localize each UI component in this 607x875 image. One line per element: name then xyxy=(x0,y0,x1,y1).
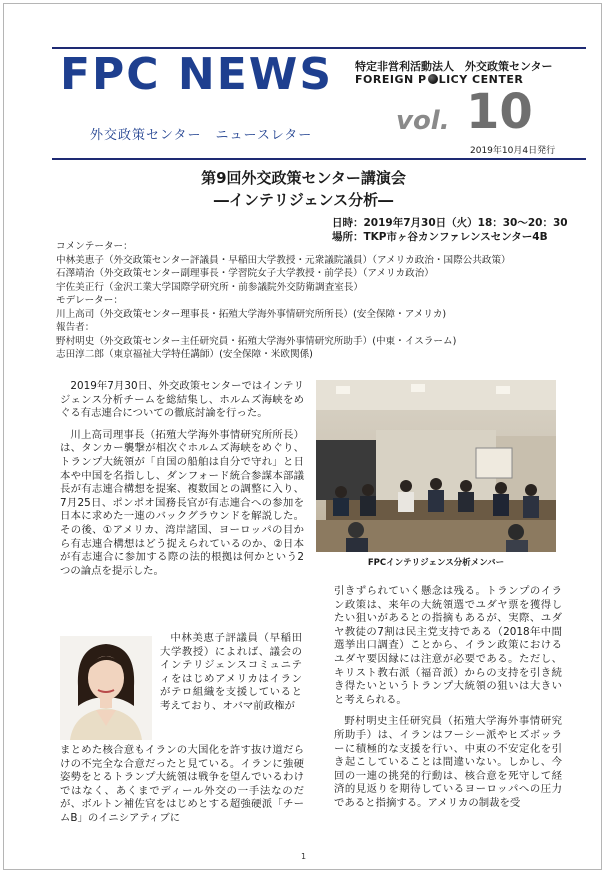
speaker-line: 宇佐美正行（金沢工業大学国際学研究所・前参議院外交防衛調査室長） xyxy=(56,281,363,293)
event-photo-image xyxy=(316,380,556,552)
speaker-line: 報告者： xyxy=(56,322,95,333)
article-wrap-continuation xyxy=(60,744,304,826)
volume-number: 10 xyxy=(466,84,533,140)
speaker-line: モデレーター： xyxy=(56,295,123,306)
article-paragraph: 中林美恵子評議員（早稲田大学教授）によれば、議会のインテリジェンスコミュニティをはじめアメリカはイランがテロ組織を支援していると考えており、オバマ前政権が xyxy=(160,632,302,712)
article-right-column xyxy=(334,585,562,819)
masthead-rule xyxy=(52,158,586,160)
speaker-list xyxy=(56,240,596,362)
issue-date: 2019年10月4日発行 xyxy=(470,146,556,156)
speaker-line: 中林美恵子（外交政策センター評議員・早稲田大学教授・元衆議院議員）（アメリカ政治・国際公共政策） xyxy=(56,254,511,266)
globe-icon xyxy=(428,74,438,84)
page-number: 1 xyxy=(300,852,307,861)
volume-label: vol. xyxy=(396,106,450,136)
article-paragraph: 2019年7月30日、外交政策センターではインテリジェンス分析チームを総結集し、ホルムズ海峡をめぐる有志連合についての徹底討論を行った。 xyxy=(60,380,304,420)
organization-name-en: FOREIGN P LICY CENTER xyxy=(355,73,524,86)
speaker-line: 野村明史（外交政策センター主任研究員・拓殖大学海外事情研究所助手）(中東・イスラーム) xyxy=(56,335,457,347)
event-venue: 場所：TKP市ヶ谷カンファレンスセンター4B xyxy=(332,231,548,243)
speaker-portrait xyxy=(60,636,152,740)
article-paragraph: まとめた核合意もイランの大国化を許す抜け道だらけの不完全な合意だったと見ている。イランに強硬姿勢をとるトランプ大統領は戦争を望んでいるわけではなく、あくまでディール外交の一手法なのだが、ボルトン補佐官をはじめとする超強硬派「チームB」のイニシアティブに xyxy=(60,744,304,824)
article-left-column xyxy=(60,380,304,586)
event-photo xyxy=(316,380,556,552)
speaker-line: 志田淳二郎（東京福祉大学特任講師）(安全保障・米欧関係) xyxy=(56,349,313,360)
speaker-line: 石澤靖治（外交政策センター副理事長・学習院女子大学教授・前学長）（アメリカ政治） xyxy=(56,268,434,279)
event-subtitle: ―インテリジェンス分析― xyxy=(213,191,394,209)
event-datetime: 日時：2019年7月30日（火）18：30～20：30 xyxy=(332,217,568,229)
photo-caption: FPCインテリジェンス分析メンバー xyxy=(367,558,505,568)
speaker-line: 川上高司（外交政策センター理事長・拓殖大学海外事情研究所所長）(安全保障・アメリカ) xyxy=(56,308,447,320)
article-wrap-block xyxy=(160,632,302,714)
article-paragraph: 引きずられていく懸念は残る。トランプのイラン政策は、来年の大統領選でユダヤ票を獲得したい狙いがあるとの指摘もあるが、実際、ユダヤ教徒の7割は民主党支持である（2018年中間選挙出口調査）ことから、イラン政策におけるユダヤ要因縁には注意が必要である。ただし、キリスト教右派（福音派）からの支持を引き続き得たいというトランプ大統領の狙いは大きいと考えられる。 xyxy=(334,585,562,706)
article-paragraph: 川上高司理事長（拓殖大学海外事情研究所所長）は、タンカー襲撃が相次ぐホルムズ海峡をめぐり、トランプ大統領が「自国の船舶は自分で守れ」と日本や中国を名指しし、ダンフォード統合参謀本部議長が有志連合構想を提案、複数国との調整に入り、7月25日、ポンポオ国務長官が有志連合への参加を日本に求めた一連のバックグラウンドを解説した。その後、①アメリカ、湾岸諸国、ヨーロッパの目から有志連合構想はどう捉えられているのか、②日本が有志連合に参加する際の法的根拠は何かという2つの論点を提示した。 xyxy=(60,428,304,577)
speaker-line: コメンテーター： xyxy=(56,241,133,252)
newsletter-subtitle: 外交政策センター ニュースレター xyxy=(90,128,313,143)
portrait-image xyxy=(60,636,152,740)
newsletter-title: FPC NEWS xyxy=(60,49,334,100)
organization-name-ja: 特定非営利活動法人 外交政策センター xyxy=(355,60,553,73)
event-title: 第9回外交政策センター講演会 xyxy=(201,169,406,187)
article-paragraph: 野村明史主任研究員（拓殖大学海外事情研究所助手）は、イランはフーシー派やヒズボッラーに積極的な支援を行い、中東の不安定化を引き起こしていることは間違いない。しかし、今回の一連の挑発的行動は、核合意を死守して経済的見返りを期待しているヨーロッパへの圧力であると指摘する。アメリカの制裁を受 xyxy=(334,715,562,809)
